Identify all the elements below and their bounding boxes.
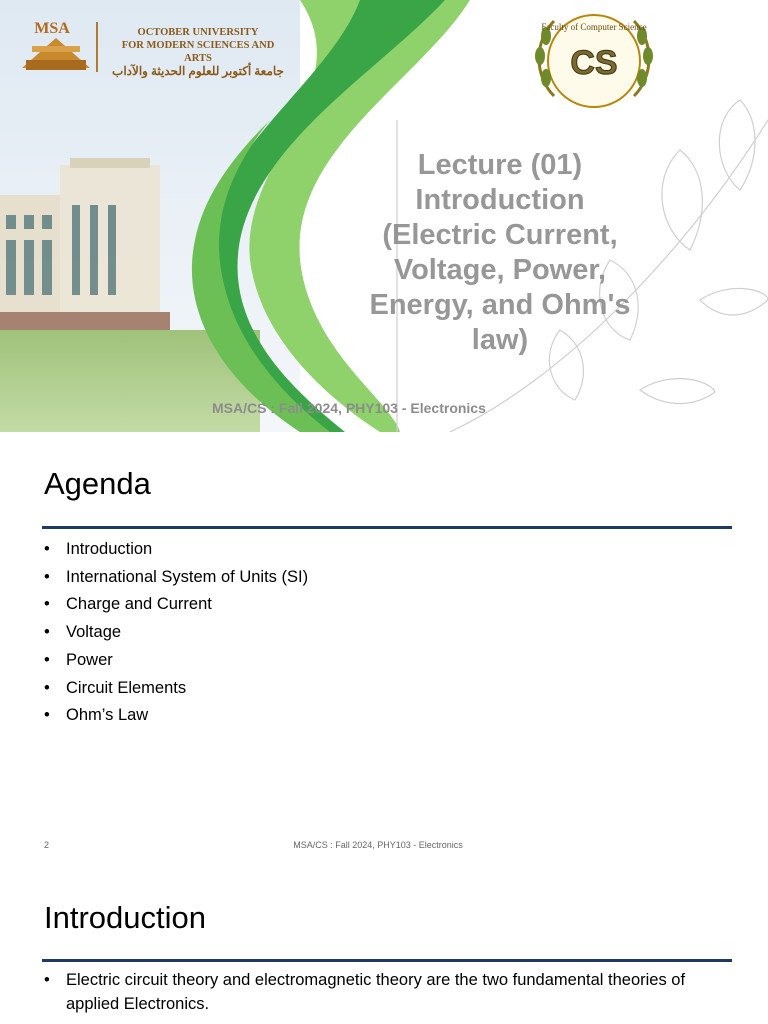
introduction-list [44, 968, 734, 1016]
list-item-text: Voltage [66, 623, 122, 642]
list-item [44, 702, 308, 730]
cs-faculty-logo [524, 6, 664, 116]
bullet-icon: • [44, 678, 50, 697]
university-name [108, 26, 288, 78]
msa-logo-text: MSA [34, 20, 70, 37]
bullet-icon: • [44, 595, 50, 614]
university-name-line2: FOR MODERN SCIENCES AND ARTS [121, 40, 275, 64]
list-item [44, 536, 308, 564]
cs-logo-arc-text: Faculty of Computer Science [541, 22, 647, 32]
list-item-text: Power [66, 650, 113, 669]
title-slide [0, 0, 768, 432]
page-number: 2 [44, 840, 50, 850]
slide-title: Introduction [44, 900, 206, 935]
list-item-text: Charge and Current [66, 595, 212, 614]
bullet-icon: • [44, 567, 50, 586]
list-item [44, 591, 308, 619]
logo-divider [96, 22, 98, 72]
lecture-title-line: Energy, and Ohm's [369, 289, 631, 321]
list-item-text: Ohm’s Law [66, 706, 149, 725]
lecture-title-line: (Electric Current, [382, 219, 618, 251]
list-item [44, 564, 308, 592]
university-name-line1: OCTOBER UNIVERSITY [137, 27, 259, 38]
bullet-icon: • [44, 706, 50, 725]
bullet-icon: • [44, 971, 50, 989]
university-name-arabic: جامعة أكتوبر للعلوم الحديثة والآداب [112, 64, 284, 78]
list-item [44, 619, 308, 647]
lecture-title [330, 148, 670, 358]
lecture-title-line: Voltage, Power, [393, 254, 607, 286]
list-item [44, 647, 308, 675]
slide-footer: MSA/CS : Fall 2024, PHY103 - Electronics [293, 840, 463, 850]
bullet-icon: • [44, 540, 50, 558]
list-item-text: Electric circuit theory and electromagnetic theory are the two fundamental theories of applied Electronics. [66, 971, 686, 1013]
bullet-icon: • [44, 623, 50, 642]
list-item [44, 968, 734, 1016]
lecture-title-line: Lecture (01) [417, 149, 583, 181]
list-item-text: Introduction [66, 540, 153, 558]
title-underline [42, 526, 732, 529]
list-item [44, 675, 308, 703]
agenda-slide [0, 432, 768, 864]
lecture-title-line: Introduction [415, 184, 585, 216]
bullet-icon: • [44, 650, 50, 669]
slide-title: Agenda [44, 466, 151, 501]
agenda-list [44, 536, 308, 730]
title-underline [42, 959, 732, 962]
introduction-slide [0, 864, 768, 1024]
list-item-text: International System of Units (SI) [66, 567, 309, 586]
cs-logo-letters: CS [570, 44, 618, 82]
lecture-title-line: law) [471, 324, 529, 356]
list-item-text: Circuit Elements [66, 678, 187, 697]
title-slide-footer: MSA/CS : Fall 2024, PHY103 - Electronics [212, 400, 486, 416]
